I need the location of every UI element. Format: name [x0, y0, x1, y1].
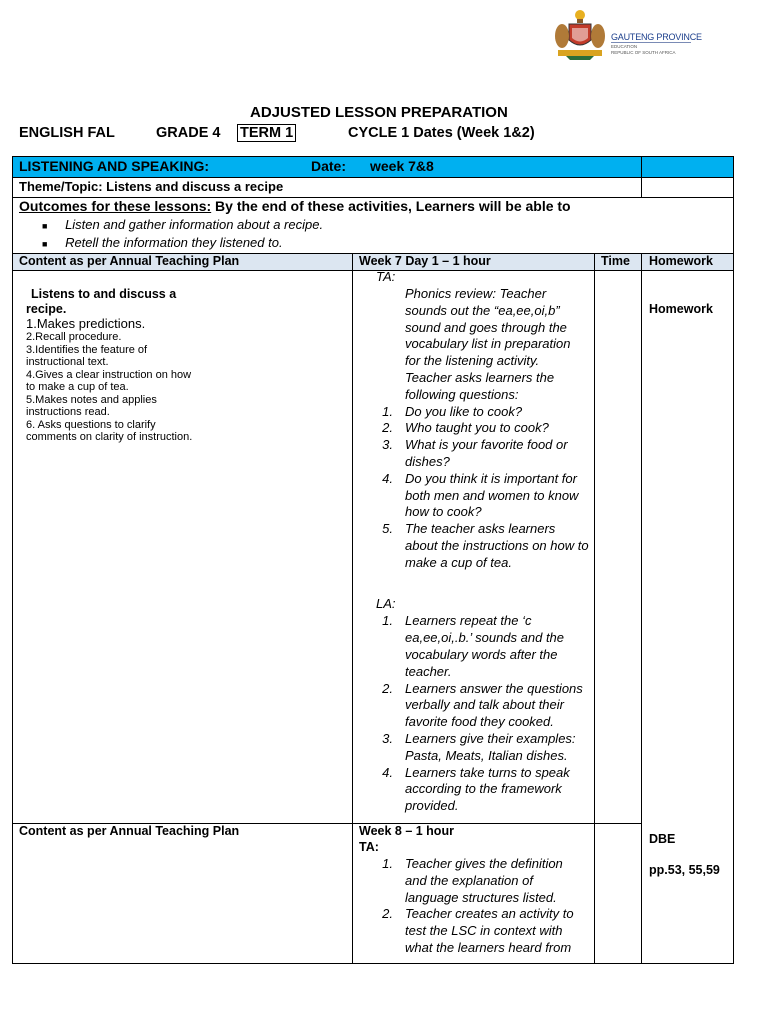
- col-header-homework: Homework: [649, 254, 713, 268]
- list-line: test the LSC in context with: [405, 923, 563, 939]
- list-number: 2.: [382, 680, 393, 696]
- list-line: dishes?: [405, 454, 450, 469]
- list-number: 3.: [382, 437, 393, 453]
- homework-dbe: DBE: [649, 832, 676, 846]
- date-label: Date:: [311, 158, 347, 174]
- ta-intro-line: vocabulary list in preparation: [405, 336, 571, 352]
- list-line: Learners take turns to speak: [405, 764, 570, 780]
- list-line: Who taught you to cook?: [405, 420, 549, 436]
- outcomes-label: Outcomes for these lessons:: [19, 198, 212, 214]
- content-item: 1.Makes predictions.: [26, 316, 146, 331]
- grade-label: GRADE 4: [156, 125, 221, 141]
- logo-name: GAUTENG PROVINCE: [611, 32, 702, 42]
- page-title: ADJUSTED LESSON PREPARATION: [250, 104, 508, 121]
- outcome-text: Retell the information they listened to.: [65, 235, 283, 250]
- ta-intro-line: Teacher asks learners the: [405, 370, 555, 385]
- logo-line2: REPUBLIC OF SOUTH AFRICA: [611, 50, 676, 55]
- list-line: according to the framework: [405, 781, 562, 797]
- list-line: Learners give their examples:: [405, 731, 576, 746]
- col-header-week: Week 7 Day 1 – 1 hour: [359, 254, 491, 268]
- list-line: The teacher asks learners: [405, 521, 556, 537]
- ta-intro-line: sound and goes through the: [405, 319, 567, 335]
- section-title: LISTENING AND SPEAKING:: [19, 158, 210, 174]
- la-label: LA:: [376, 596, 396, 612]
- ta-intro-line: for the listening activity.: [405, 353, 540, 369]
- homework-text: Homework: [649, 302, 713, 316]
- ta-label-2: TA:: [359, 840, 379, 854]
- outcomes-heading: [19, 198, 571, 214]
- outcomes-text: By the end of these activities, Learners will be able to: [211, 198, 571, 214]
- content-line: 6. Asks questions to clarify: [26, 418, 156, 431]
- content-line: comments on clarity of instruction.: [26, 431, 193, 443]
- content-line: to make a cup of tea.: [26, 381, 129, 393]
- content-line: instructions read.: [26, 406, 110, 418]
- list-number: 5.: [382, 521, 393, 537]
- list-line: both men and women to know: [405, 487, 579, 503]
- bullet-icon: ■: [42, 239, 48, 249]
- content-line: 4.Gives a clear instruction on how: [26, 368, 192, 381]
- list-line: how to cook?: [405, 504, 482, 520]
- list-number: 4.: [382, 470, 393, 486]
- list-line: and the explanation of: [405, 872, 533, 888]
- list-line: What is your favorite food or: [405, 437, 568, 453]
- list-number: 1.: [382, 856, 393, 871]
- list-line: provided.: [405, 798, 459, 814]
- list-line: favorite food they cooked.: [405, 714, 554, 730]
- content-line: instructional text.: [26, 356, 109, 368]
- week8-label: Week 8 – 1 hour: [359, 824, 454, 838]
- lesson-table: [12, 156, 734, 964]
- outcome-item: [42, 235, 283, 250]
- list-number: 2.: [382, 906, 393, 922]
- bullet-icon: ■: [42, 221, 48, 231]
- content-header-2: Content as per Annual Teaching Plan: [19, 824, 240, 838]
- cycle-label: CYCLE 1 Dates (Week 1&2): [348, 125, 535, 141]
- list-line: Learners repeat the ‘c: [405, 613, 532, 629]
- list-line: verbally and talk about their: [405, 697, 564, 713]
- list-number: 1.: [382, 613, 393, 629]
- content-line: 3.Identifies the feature of: [26, 343, 148, 356]
- list-line: vocabulary words after the: [405, 647, 558, 662]
- homework-pages: pp.53, 55,59: [649, 863, 720, 877]
- col-header-time: Time: [601, 254, 630, 268]
- ta-intro-line: Phonics review: Teacher: [405, 286, 547, 301]
- logo-line1: EDUCATION: [611, 44, 638, 49]
- coat-of-arms-icon: [552, 6, 608, 62]
- list-number: 4.: [382, 764, 393, 780]
- list-line: ea,ee,oi,.b.’ sounds and the: [405, 630, 565, 646]
- ta-label: TA:: [376, 269, 396, 284]
- content-line: 5.Makes notes and applies: [26, 393, 157, 406]
- outcome-item: [42, 217, 323, 232]
- list-line: Do you like to cook?: [405, 403, 523, 419]
- list-line: Pasta, Meats, Italian dishes.: [405, 747, 568, 763]
- outcome-text: Listen and gather information about a recipe.: [65, 217, 324, 232]
- list-line: what the learners heard from: [405, 940, 572, 955]
- content-title-2: recipe.: [26, 302, 67, 316]
- content-title: Listens to and discuss a: [31, 287, 177, 301]
- theme-topic: Theme/Topic: Listens and discuss a recipe: [19, 179, 284, 194]
- list-line: make a cup of tea.: [405, 554, 512, 570]
- content-line: 2.Recall procedure.: [26, 331, 122, 343]
- gauteng-logo: [552, 6, 702, 62]
- list-number: 2.: [382, 420, 393, 436]
- list-line: teacher.: [405, 663, 452, 679]
- list-line: Do you think it is important for: [405, 470, 577, 486]
- list-line: Teacher creates an activity to: [405, 906, 574, 922]
- content-list: [26, 331, 192, 444]
- col-header-content: Content as per Annual Teaching Plan: [19, 254, 240, 268]
- list-line: Learners answer the questions: [405, 680, 583, 696]
- ta-intro-line: following questions:: [405, 386, 519, 402]
- list-line: language structures listed.: [405, 889, 557, 905]
- logo-rule: [611, 42, 691, 43]
- subject-label: ENGLISH FAL: [19, 125, 115, 141]
- list-line: Teacher gives the definition: [405, 856, 563, 871]
- term-label: TERM 1: [237, 124, 296, 142]
- date-value: week 7&8: [370, 158, 434, 174]
- ta-intro-line: sounds out the “ea,ee,oi,b”: [405, 302, 560, 318]
- list-number: 3.: [382, 731, 393, 746]
- list-line: about the instructions on how to: [405, 538, 589, 553]
- list-number: 1.: [382, 403, 393, 419]
